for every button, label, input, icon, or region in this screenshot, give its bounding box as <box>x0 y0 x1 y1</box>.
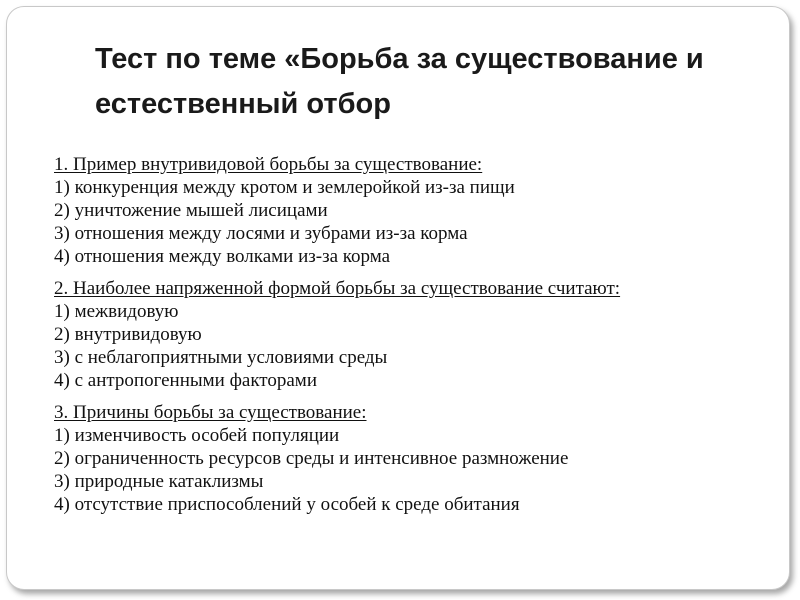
question-3-option-2: 2) ограниченность ресурсов среды и интенсивное размножение <box>54 448 569 469</box>
question-1-option-2: 2) уничтожение мышей лисицами <box>54 200 328 221</box>
question-1-option-1: 1) конкуренция между кротом и землеройкой из-за пищи <box>54 177 515 198</box>
question-2-option-1: 1) межвидовую <box>54 301 179 322</box>
question-1 <box>54 153 754 268</box>
question-2-text: 2. Наиболее напряженной формой борьбы за существование считают: <box>54 278 621 299</box>
slide <box>6 6 790 590</box>
question-3-text: 3. Причины борьбы за существование: <box>54 402 367 423</box>
question-1-text: 1. Пример внутривидовой борьбы за существование: <box>54 154 483 175</box>
question-3 <box>54 401 754 516</box>
question-2-option-4: 4) с антропогенными факторами <box>54 370 317 391</box>
question-2-option-2: 2) внутривидовую <box>54 324 202 345</box>
question-3-option-1: 1) изменчивость особей популяции <box>54 425 340 446</box>
question-2-option-3: 3) с неблагоприятными условиями среды <box>54 347 388 368</box>
question-3-option-4: 4) отсутствие приспособлений у особей к среде обитания <box>54 494 520 515</box>
question-list <box>54 153 754 525</box>
question-1-option-3: 3) отношения между лосями и зубрами из-за корма <box>54 223 468 244</box>
question-3-option-3: 3) природные катаклизмы <box>54 471 264 492</box>
question-1-option-4: 4) отношения между волками из-за корма <box>54 246 391 267</box>
slide-title: Тест по теме «Борьба за существование и естественный отбор <box>95 43 704 120</box>
question-2 <box>54 277 754 392</box>
